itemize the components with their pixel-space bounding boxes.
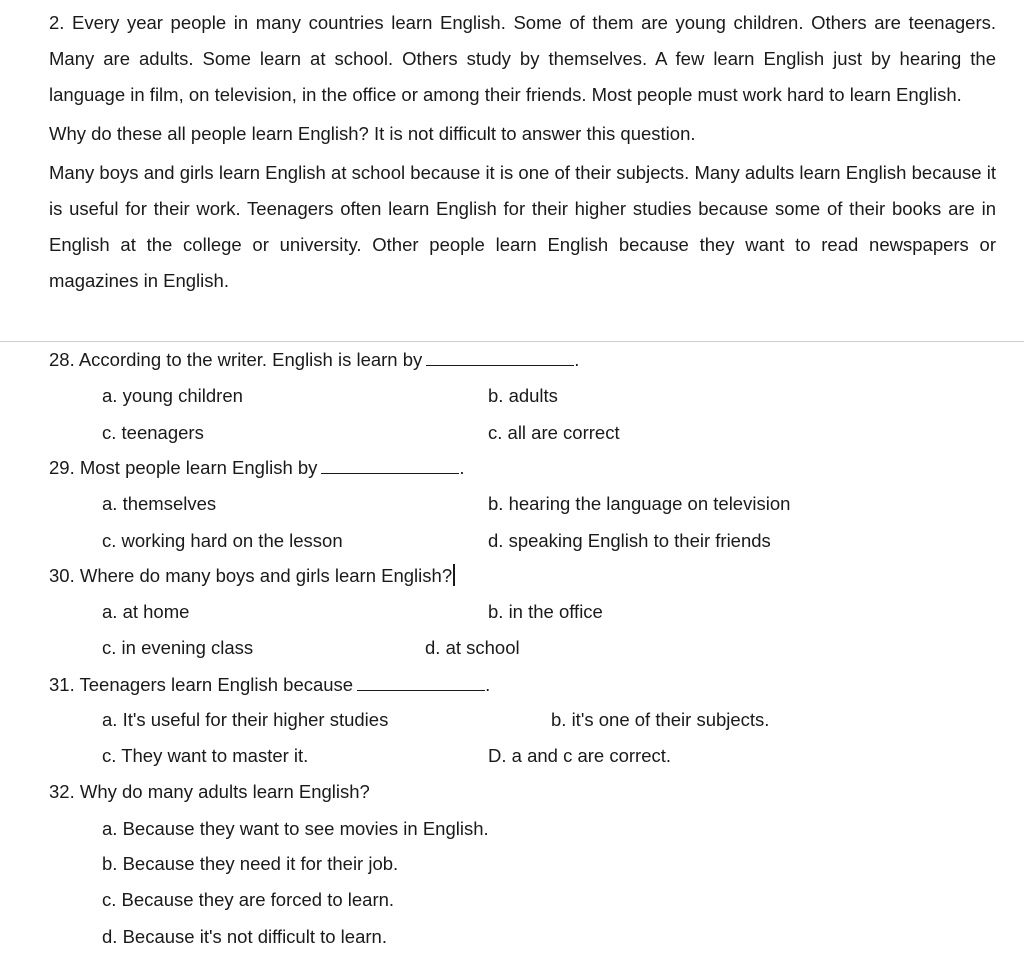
answer-blank bbox=[321, 459, 459, 474]
question-29-option-a[interactable]: a. themselves bbox=[102, 493, 217, 514]
reading-passage bbox=[0, 0, 1024, 342]
answer-blank bbox=[357, 676, 485, 691]
question-30-stem: 30. Where do many boys and girls learn English? bbox=[49, 565, 453, 586]
question-28-stem: 28. According to the writer. English is learn by bbox=[49, 349, 423, 370]
question-30-option-a[interactable]: a. at home bbox=[102, 601, 190, 622]
question-28-option-a[interactable]: a. young children bbox=[102, 385, 243, 406]
passage-paragraph-1: 2. Every year people in many countries learn English. Some of them are young children. Others are teenagers. Many are adults. Some learn at school. Others study by themselves. A few learn English just by hearing the language in film, on television, in the office or among their friends. Most people must work hard to learn English. bbox=[49, 12, 996, 105]
question-29-option-b[interactable]: b. hearing the language on television bbox=[488, 493, 791, 514]
question-29: 29. Most people learn English by . bbox=[49, 457, 465, 478]
question-29-stem: 29. Most people learn English by bbox=[49, 457, 318, 478]
question-28-option-c[interactable]: c. teenagers bbox=[102, 422, 204, 443]
question-31: 31. Teenagers learn English because . bbox=[49, 674, 491, 695]
question-30-option-d[interactable]: d. at school bbox=[425, 637, 520, 658]
passage-paragraph-2: Why do these all people learn English? It is not difficult to answer this question. bbox=[49, 123, 696, 144]
question-30 bbox=[49, 564, 455, 588]
question-31-stem: 31. Teenagers learn English because bbox=[49, 674, 354, 695]
question-32-option-b[interactable]: b. Because they need it for their job. bbox=[102, 853, 399, 874]
question-32 bbox=[49, 780, 370, 804]
question-31-option-a[interactable]: a. It's useful for their higher studies bbox=[102, 709, 389, 730]
answer-blank bbox=[426, 351, 574, 366]
text-cursor bbox=[453, 564, 455, 586]
question-28: 28. According to the writer. English is learn by . bbox=[49, 349, 580, 370]
question-31-option-d[interactable]: D. a and c are correct. bbox=[488, 745, 672, 766]
question-29-option-d[interactable]: d. speaking English to their friends bbox=[488, 530, 771, 551]
question-31-option-b[interactable]: b. it's one of their subjects. bbox=[551, 709, 770, 730]
question-31-option-c[interactable]: c. They want to master it. bbox=[102, 745, 309, 766]
question-28-option-b[interactable]: b. adults bbox=[488, 385, 558, 406]
question-30-option-c[interactable]: c. in evening class bbox=[102, 637, 254, 658]
question-32-option-d[interactable]: d. Because it's not difficult to learn. bbox=[102, 926, 387, 947]
question-30-option-b[interactable]: b. in the office bbox=[488, 601, 603, 622]
passage-paragraph-3: Many boys and girls learn English at school because it is one of their subjects. Many adults learn English because it is useful for their work. Teenagers often learn English for their higher studies because some of their books are in English at the college or university. Other people learn English because they want to read newspapers or magazines in English. bbox=[49, 162, 996, 291]
question-32-option-c[interactable]: c. Because they are forced to learn. bbox=[102, 889, 395, 910]
question-32-stem: 32. Why do many adults learn English? bbox=[49, 781, 370, 802]
question-32-option-a[interactable]: a. Because they want to see movies in English. bbox=[102, 818, 489, 839]
question-29-option-c[interactable]: c. working hard on the lesson bbox=[102, 530, 343, 551]
question-28-option-d[interactable]: c. all are correct bbox=[488, 422, 620, 443]
